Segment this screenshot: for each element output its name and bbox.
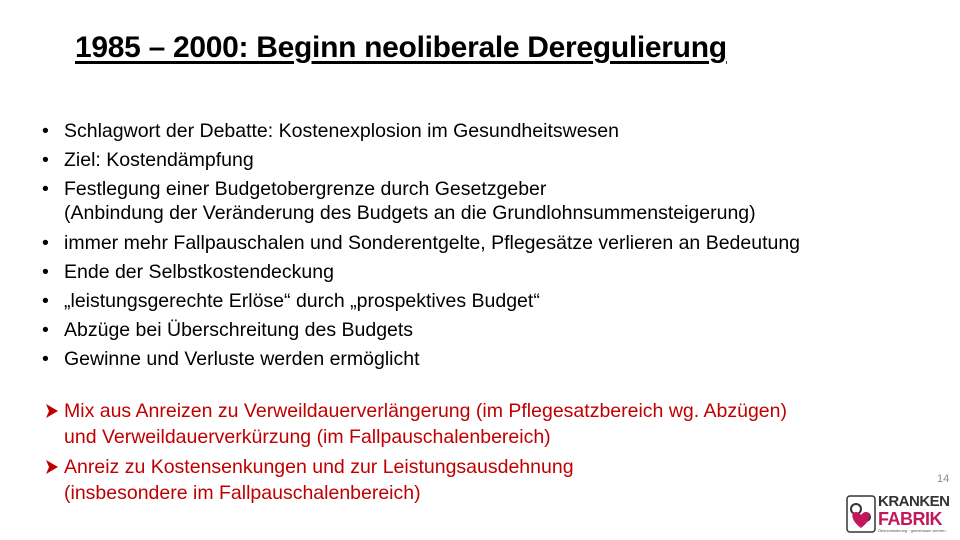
- bullet-text: Ende der Selbstkostendeckung: [64, 261, 334, 283]
- bullet-text: Gewinne und Verluste werden ermöglicht: [64, 348, 420, 370]
- bullet-continuation: (Anbindung der Veränderung des Budgets an die Grundlohnsummensteigerung): [64, 202, 756, 224]
- bullet-item: [42, 229, 800, 258]
- bullet-marker: •: [42, 120, 49, 142]
- arrow-icon: [44, 454, 60, 485]
- bullet-marker: •: [42, 149, 49, 171]
- logo-text-bottom: FABRIK: [878, 509, 942, 529]
- bullet-item: [42, 287, 800, 316]
- conclusion-list: [44, 398, 787, 510]
- bullet-marker: •: [42, 290, 49, 312]
- bullet-item: [42, 175, 800, 227]
- bullet-list: [42, 117, 800, 374]
- conclusion-continuation: (insbesondere im Fallpauschalenbereich): [64, 482, 421, 504]
- bullet-item: [42, 117, 800, 146]
- conclusion-text: Anreiz zu Kostensenkungen und zur Leistungsausdehnung: [64, 456, 574, 478]
- bullet-item: [42, 345, 800, 374]
- bullet-marker: •: [42, 348, 49, 370]
- bullet-text: immer mehr Fallpauschalen und Sonderentgelte, Pflegesätze verlieren an Bedeutung: [64, 232, 801, 254]
- slide-title: 1985 – 2000: Beginn neoliberale Deregulierung: [75, 31, 727, 64]
- logo-text-top: KRANKEN: [878, 493, 950, 510]
- heart-gears-icon: [846, 495, 876, 533]
- conclusion-text: Mix aus Anreizen zu Verweildauerverlängerung (im Pflegesatzbereich wg. Abzügen): [64, 400, 787, 422]
- bullet-marker: •: [42, 232, 49, 254]
- conclusion-item: [44, 454, 787, 506]
- bullet-text: „leistungsgerechte Erlöse“ durch „prospektives Budget“: [64, 290, 540, 312]
- conclusion-continuation: und Verweildauerverkürzung (im Fallpauschalenbereich): [64, 426, 551, 448]
- logo-tagline: Ökonomisierung · gemeinsam wehren: [878, 528, 946, 533]
- bullet-text: Festlegung einer Budgetobergrenze durch Gesetzgeber: [64, 178, 547, 200]
- bullet-text: Ziel: Kostendämpfung: [64, 149, 254, 171]
- arrow-icon: [44, 398, 60, 429]
- krankenfabrik-logo: [846, 494, 952, 536]
- bullet-item: [42, 316, 800, 345]
- conclusion-item: [44, 398, 787, 450]
- bullet-marker: •: [42, 319, 49, 341]
- page-number: 14: [937, 473, 950, 485]
- bullet-marker: •: [42, 261, 49, 283]
- bullet-item: [42, 146, 800, 175]
- bullet-text: Schlagwort der Debatte: Kostenexplosion im Gesundheitswesen: [64, 120, 619, 142]
- bullet-marker: •: [42, 178, 49, 200]
- bullet-text: Abzüge bei Überschreitung des Budgets: [64, 319, 414, 341]
- bullet-item: [42, 258, 800, 287]
